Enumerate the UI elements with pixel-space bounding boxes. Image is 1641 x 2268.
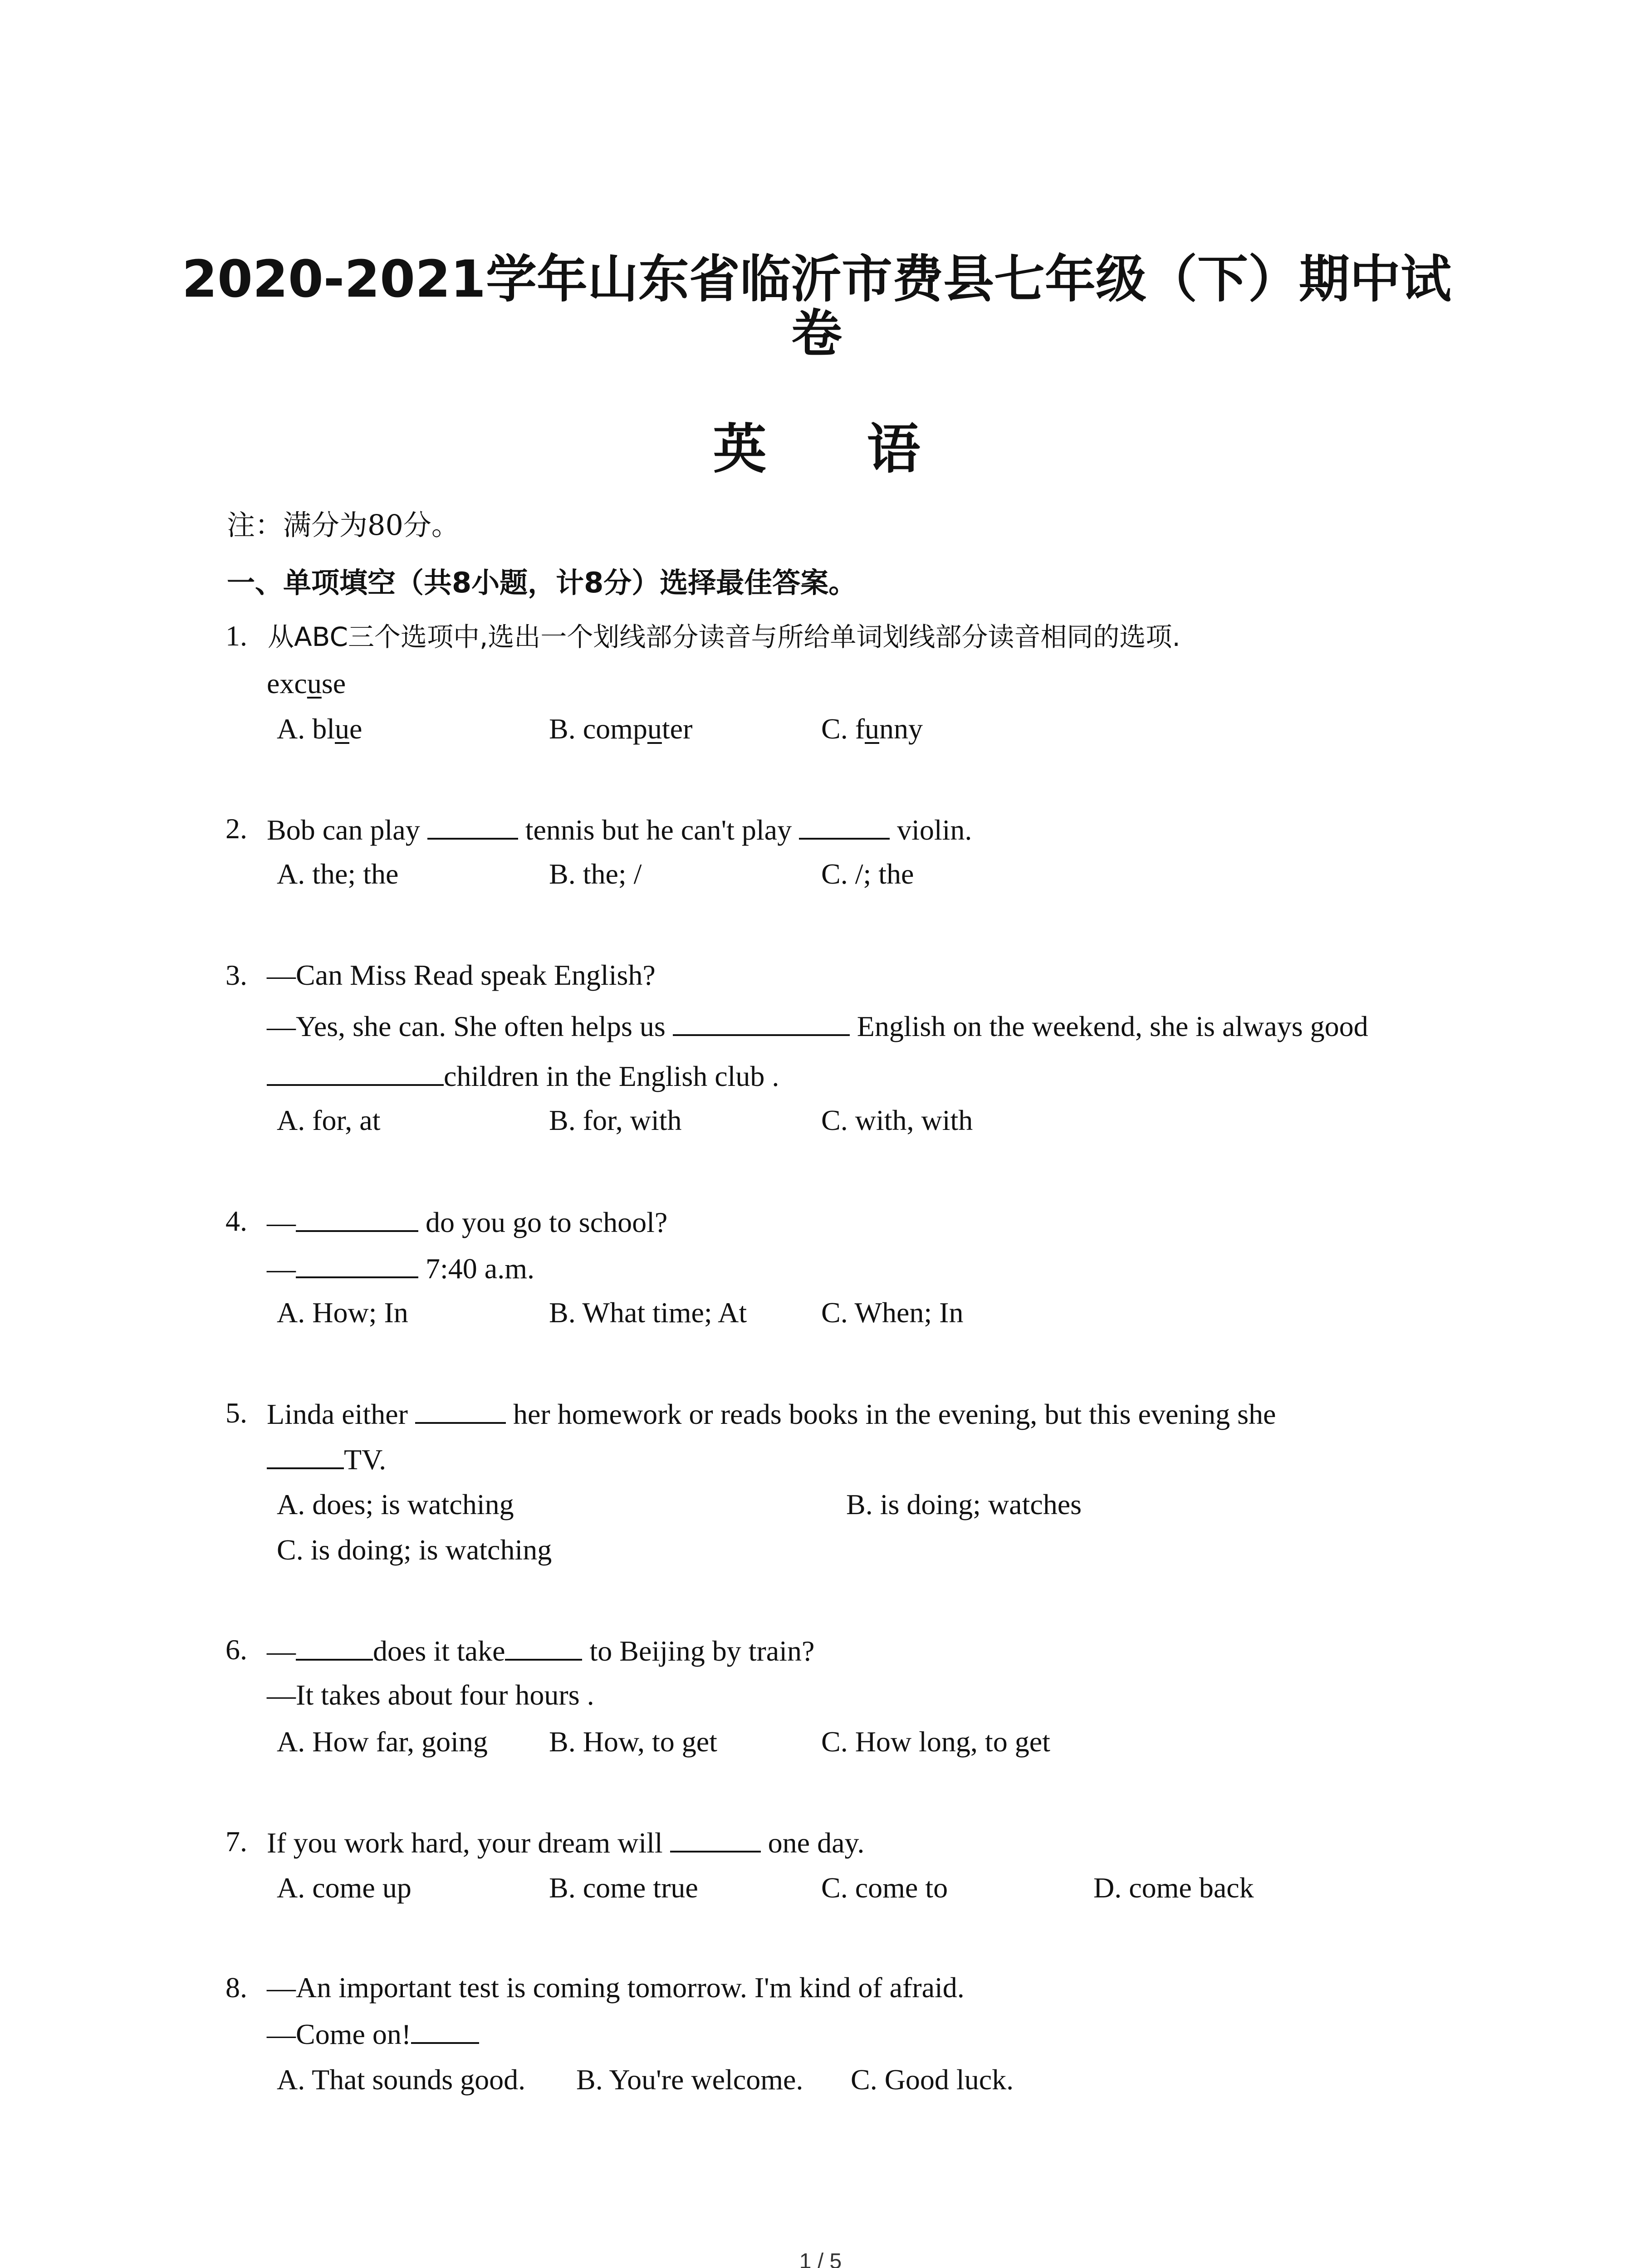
option-c: C. is doing; is watching bbox=[277, 1534, 552, 1566]
option-c: C. When; In bbox=[821, 1296, 964, 1329]
option-b: B. is doing; watches bbox=[846, 1488, 1082, 1520]
question-line: TV. bbox=[267, 1444, 386, 1474]
question-line: —It takes about four hours . bbox=[267, 1679, 594, 1711]
option-c: C. come to bbox=[821, 1872, 948, 1904]
question-number: 4. bbox=[225, 1205, 247, 1237]
page-number: 1 / 5 bbox=[799, 2249, 842, 2268]
section-heading: 一、单项填空（共8小题，计8分）选择最佳答案。 bbox=[227, 566, 857, 599]
option-a: A. come up bbox=[277, 1872, 411, 1904]
option-c: C. Good luck. bbox=[851, 2063, 1014, 2096]
option-b: B. computer bbox=[549, 713, 693, 745]
option-c: C. with, with bbox=[821, 1104, 973, 1136]
option-a: A. That sounds good. bbox=[277, 2063, 526, 2096]
question-number: 8. bbox=[225, 1971, 247, 2004]
option-d: D. come back bbox=[1093, 1872, 1254, 1904]
option-c: C. funny bbox=[821, 713, 923, 745]
option-a: A. How; In bbox=[277, 1296, 408, 1329]
question-line: — does it take to Beijing by train? bbox=[267, 1635, 815, 1667]
question-number: 1. bbox=[225, 620, 247, 652]
option-b: B. come true bbox=[549, 1872, 698, 1904]
exam-title-line1: 2020-2021学年山东省临沂市费县七年级（下）期中试 bbox=[182, 250, 1451, 309]
question-line: —Yes, she can. She often helps us English on the weekend, she is always good bbox=[267, 1010, 1368, 1042]
option-a: A. does; is watching bbox=[277, 1488, 514, 1520]
exam-title-line2: 卷 bbox=[791, 304, 842, 363]
question-number: 7. bbox=[225, 1825, 247, 1857]
option-c: C. How long, to get bbox=[821, 1725, 1050, 1758]
option-a: A. How far, going bbox=[277, 1725, 488, 1758]
question-line: — 7:40 a.m. bbox=[267, 1252, 534, 1285]
question-line: Linda either her homework or reads books in the evening, but this evening she bbox=[267, 1398, 1276, 1430]
score-note: 注：满分为80分。 bbox=[227, 508, 460, 542]
option-b: B. What time; At bbox=[549, 1296, 747, 1329]
question-number: 5. bbox=[225, 1397, 247, 1429]
option-a: A. for, at bbox=[277, 1104, 381, 1136]
option-b: B. for, with bbox=[549, 1104, 682, 1136]
question-line: —An important test is coming tomorrow. I'm kind of afraid. bbox=[267, 1971, 965, 2004]
question-number: 3. bbox=[225, 959, 247, 991]
question-line: children in the English club . bbox=[267, 1061, 779, 1091]
question-line: —Come on! bbox=[267, 2019, 479, 2049]
question-line: — do you go to school? bbox=[267, 1206, 668, 1238]
question-number: 2. bbox=[225, 812, 247, 845]
subject-title: 英 语 bbox=[713, 418, 961, 480]
option-b: B. You're welcome. bbox=[576, 2063, 803, 2096]
question-line: —Can Miss Read speak English? bbox=[267, 959, 656, 991]
option-b: B. How, to get bbox=[549, 1725, 717, 1758]
question-stem: Bob can play tennis but he can't play violin. bbox=[267, 814, 972, 846]
target-word: excuse bbox=[267, 667, 346, 699]
option-c: C. /; the bbox=[821, 858, 914, 890]
question-line: If you work hard, your dream will one day. bbox=[267, 1827, 865, 1859]
option-a: A. the; the bbox=[277, 858, 399, 890]
question-number: 6. bbox=[225, 1633, 247, 1666]
question-stem: 从ABC三个选项中,选出一个划线部分读音与所给单词划线部分读音相同的选项. bbox=[268, 621, 1181, 652]
option-b: B. the; / bbox=[549, 858, 642, 890]
option-a: A. blue bbox=[277, 713, 362, 745]
